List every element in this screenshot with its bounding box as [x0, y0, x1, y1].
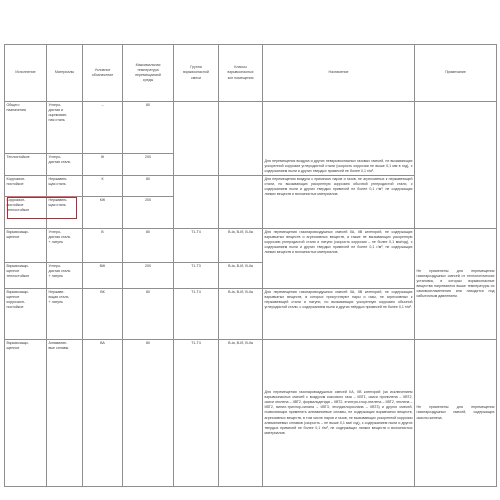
max-temp-cell: 200 — [123, 263, 174, 289]
max-temp-cell: 80 — [123, 289, 174, 340]
zone-class-cell: В-Iа, В-Iб, В-IIа — [219, 289, 263, 340]
purpose-cell: Для перемещения газопаровоздушных смесей IIА, IIВ категорий, не содержащих взрывчатых веществ, в которых присутствуют пары и газы, не агрессивных к нержавеющей стали и латуни, но вызывающих ускоренную коррозию обычной углеродистой стали, с содержанием пыли и других твёрдых примесей не более 0,1 г/м³. — [263, 289, 415, 340]
execution-cell: Взрывозащи- щенное — [5, 340, 47, 487]
table-row — [5, 340, 497, 487]
max-temp-cell: 80 — [123, 340, 174, 487]
header-purpose: Назначение — [263, 45, 415, 102]
header-designation: Условное обозначение — [83, 45, 123, 102]
execution-cell: Взрывозащи- щенное — [5, 229, 47, 263]
group-cell — [174, 102, 219, 176]
designation-cell: ВЖ — [83, 263, 123, 289]
designation-cell: К — [83, 176, 123, 197]
group-cell: Т1-Т4 — [174, 229, 219, 263]
materials-cell: Углеро- дистая сталь + латунь — [47, 229, 83, 263]
header-execution: Исполнение — [5, 45, 47, 102]
designation-cell: ВК — [83, 289, 123, 340]
execution-cell: Коррозион- ностойкое — [5, 176, 47, 197]
group-cell: Т1-Т4 — [174, 289, 219, 340]
execution-cell: Взрывозащи- щенное теплостойкое — [5, 263, 47, 289]
max-temp-cell: 200 — [123, 197, 174, 229]
purpose-cell: Для перемещения воздуха с примесью паров и газов, не агрессивных к нержавеющей стали, но вызывающих ускоренную коррозию обычной углеродистой стали, с содержанием пыли и других твердых примесей не более 0,1 г/м³, не содержащих липких веществ и волокнистых материалов. — [263, 176, 415, 229]
max-temp-cell: 80 — [123, 229, 174, 263]
materials-cell: Нержавею- щая сталь — [47, 176, 83, 197]
header-group: Группа взрывоопасной смеси — [174, 45, 219, 102]
execution-cell: Теплостойкое — [5, 154, 47, 176]
designation-cell: – — [83, 102, 123, 154]
fan-execution-table — [4, 44, 497, 487]
execution-cell: Взрывозащи- щенное коррозион- ностойкое — [5, 289, 47, 340]
zone-class-cell — [219, 102, 263, 176]
note-cell: Не применены для перемещения газопароздушных смесей от технологических установок, в которых взрывоопасные вещества нагреваются выше температуры их самовоспламенения или находятся под избыточным давлением. — [415, 229, 497, 340]
max-temp-cell: 200 — [123, 154, 174, 176]
table-header-row — [5, 45, 497, 102]
table-row — [5, 102, 497, 154]
materials-cell: Углеро- дистая сталь + латунь — [47, 263, 83, 289]
designation-cell: Ж — [83, 154, 123, 176]
materials-cell: Углеро- дистая и оцинкован- ная сталь — [47, 102, 83, 154]
max-temp-cell: 80 — [123, 102, 174, 154]
header-materials: Материалы — [47, 45, 83, 102]
purpose-cell: Для перемещения газопаровоздушных смесей IIА, IIВ категорий (за исключением взрывоопасных смесей с воздухом коксового газа – IIВТ1, окиси пропилена – IIВТ2, окиси этилена – IIВТ2, формальдегида – IIВТ2, этилтри-хлор-этилена – IIВТ2, этилена – IIВТ2, винил-трихлор-силана – IIВТ3, этилдихлорсилана – IIВТ3) и других смесей, позволяющих применять алюминиевые сплавы, не содержащих взрывчатых веществ, агрессивных веществ, в том числе паров и газов, не вызывающих ускоренной коррозии алюминиевых сплавов (скорость – не выше 0,1 мм/ год), с содержанием пыли и других твердых примесей не более 0,1 г/м³, не содержащих липких веществ и волокнистых материалов. — [263, 340, 415, 487]
materials-cell: Нержавею- щая сталь — [47, 197, 83, 229]
note-cell: Не применены для перемещения газопароздушных смесей, содержащих окислы железа. — [415, 340, 497, 487]
group-cell — [174, 176, 219, 229]
purpose-cell: Для перемещения воздуха и других невзрывоопасных газовых смесей, не вызывающих ускоренной коррозии углеродистой стали (скорость коррозии не выше 0,1 мм в год), с содержанием пыли и других твердых примесей не более 0,1 г/м³. — [263, 102, 415, 176]
execution-cell: Общего назначения — [5, 102, 47, 154]
group-cell: Т1-Т3 — [174, 263, 219, 289]
header-note: Примечание — [415, 45, 497, 102]
header-max-temp: Максимальная температура перемещаемой среды — [123, 45, 174, 102]
zone-class-cell — [219, 176, 263, 229]
designation-cell: КЖ — [83, 197, 123, 229]
note-cell — [415, 102, 497, 229]
header-zone-class: Классы взрывоопасных зон помещения — [219, 45, 263, 102]
zone-class-cell: В-Iа, В-Iб, В-IIа — [219, 340, 263, 487]
zone-class-cell: В-Iа, В-Iб, В-IIа — [219, 263, 263, 289]
max-temp-cell: 80 — [123, 176, 174, 197]
materials-cell: Алюминие- вые сплавы — [47, 340, 83, 487]
group-cell: Т1-Т4 — [174, 340, 219, 487]
materials-cell: Углеро- дистая сталь — [47, 154, 83, 176]
designation-cell: В — [83, 229, 123, 263]
table-row — [5, 229, 497, 263]
designation-cell: ВА — [83, 340, 123, 487]
execution-cell: Коррозион- ностойкое теплостойкое — [5, 197, 47, 229]
purpose-cell: Для перемещения газопаровоздушных смесей IIА, IIВ категорий, не содержащих взрывчатых веществ и агрессивных веществ, а также не вызывающих ускоренную коррозию углеродистой стали и латуни (скорость коррозии – не более 0,1 мм/год), с содержанием пыли и других твердых примесей не более 0,1 г/м³, не содержащих липких веществ и волокнистых материалов. — [263, 229, 415, 289]
materials-cell: Нержаве- ющая сталь + латунь — [47, 289, 83, 340]
zone-class-cell: В-Iа, В-Iб, В-IIа — [219, 229, 263, 263]
